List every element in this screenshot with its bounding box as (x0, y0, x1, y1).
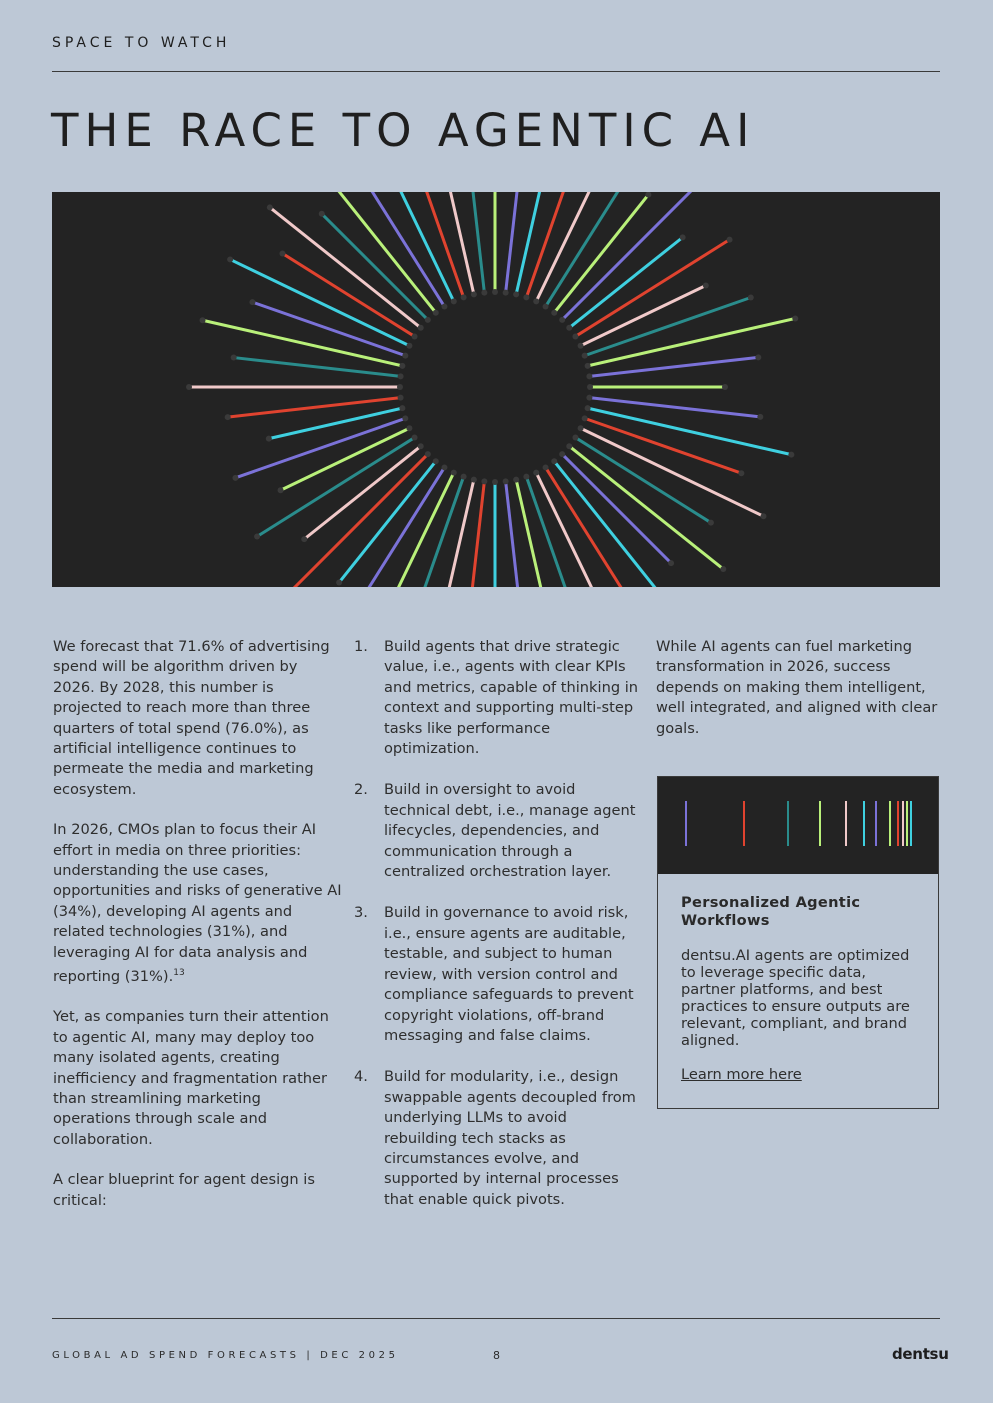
burst-ray (461, 192, 485, 293)
ray-dot (266, 436, 272, 442)
card-text: dentsu.AI agents are optimized to leverage specific data, partner platforms, and best practices to ensure outputs are relevant, compliant, and brand aligned. (681, 947, 910, 1049)
paragraph-conclusion: While AI agents can fuel marketing transformation in 2026, success depends on making them intelligent, well integrated, and aligned with clear goals. (656, 638, 938, 737)
card-heading: Personalized Agentic Workflows (681, 894, 861, 929)
ray-dot (412, 333, 418, 339)
list-item (354, 1067, 639, 1210)
ray-dot (471, 477, 477, 483)
list-item (354, 780, 639, 882)
ray-dot (402, 353, 408, 359)
paragraph-forecast: We forecast that 71.6% of advertising spend will be algorithm driven by 2026. By 2028, this number is projected to reach more than three quarters of total spend (76.0%), as artificial intelligence continues to permeate the media and marketing ecosystem. (53, 638, 330, 798)
burst-ray (506, 192, 529, 293)
footer-publication: GLOBAL AD SPEND FORECASTS | DEC 2025 (52, 1350, 399, 1361)
ray-dot (336, 579, 342, 585)
ray-dot (471, 291, 477, 297)
list-item (354, 903, 639, 1046)
dentsu-logo: dentsu (892, 1345, 949, 1363)
list-item (354, 637, 639, 759)
ray-dot (513, 291, 519, 297)
ray-dot (559, 451, 565, 457)
ray-dot (186, 384, 192, 390)
page-number: 8 (493, 1349, 500, 1362)
intro-column (53, 637, 343, 1231)
ray-dot (492, 479, 498, 485)
ray-dot (412, 435, 418, 441)
ray-dot (249, 299, 255, 305)
ray-dot (278, 487, 284, 493)
ray-dot (738, 470, 744, 476)
ray-dot (232, 475, 238, 481)
burst-ray (536, 192, 604, 301)
page-title: THE RACE TO AGENTIC AI (51, 104, 756, 157)
ray-dot (425, 317, 431, 323)
learn-more-link[interactable]: Learn more here (681, 1066, 802, 1083)
burst-ray (461, 481, 485, 587)
header-divider (52, 71, 940, 72)
burst-ray (562, 454, 671, 563)
ray-dot (727, 237, 733, 243)
ray-dot (792, 315, 798, 321)
ray-dot (503, 290, 509, 296)
ray-dot (523, 474, 529, 480)
ray-dot (481, 478, 487, 484)
ray-dot (587, 384, 593, 390)
ray-dot (533, 298, 539, 304)
radial-lines-burst-icon (52, 192, 940, 587)
ray-dot (319, 211, 325, 217)
paragraph-isolated-agents: Yet, as companies turn their attention to agentic AI, many may deploy too many isolated agents, creating inefficiency and fragmentation rather than streamlining marketing operations through scale and collaboration. (53, 1008, 329, 1148)
ray-dot (513, 477, 519, 483)
promo-card (657, 776, 939, 1109)
burst-ray (516, 480, 556, 587)
list-text: Build in governance to avoid risk, i.e., ensure agents are auditable, testable, and subject to human review, with version control and compliance safeguards to prevent copyright violations, off-brand messaging and false claims. (384, 904, 634, 1044)
ray-dot (703, 282, 709, 288)
ray-dot (402, 415, 408, 421)
ray-dot (566, 443, 572, 449)
ray-dot (586, 373, 592, 379)
ray-dot (523, 294, 529, 300)
ray-dot (578, 425, 584, 431)
burst-ray (384, 473, 454, 587)
list-number: 1. (354, 638, 368, 655)
ray-dot (585, 405, 591, 411)
section-label: SPACE TO WATCH (52, 35, 231, 51)
ray-dot (533, 470, 539, 476)
ray-dot (406, 343, 412, 349)
ray-dot (757, 414, 763, 420)
footnote-ref: 13 (173, 968, 185, 979)
ray-dot (572, 333, 578, 339)
ray-dot (461, 474, 467, 480)
ray-dot (582, 353, 588, 359)
list-text: Build agents that drive strategic value, i.e., agents with clear KPIs and metrics, capable of thinking in context and supporting multi-step tasks like performance optimization. (384, 638, 639, 758)
ray-dot (441, 304, 447, 310)
blueprint-list (354, 637, 639, 1210)
ray-dot (585, 363, 591, 369)
ray-dot (279, 250, 285, 256)
ray-dot (481, 290, 487, 296)
ray-dot (566, 325, 572, 331)
ray-dot (708, 520, 714, 526)
burst-ray (569, 237, 682, 327)
ray-dot (406, 425, 412, 431)
list-text: Build for modularity, i.e., design swappable agents decoupled from underlying LLMs to avoid rebuilding tech stacks as circumstances evolve, and supported by internal processes that enable quick pivots. (384, 1068, 636, 1208)
burst-ray (554, 195, 648, 313)
ray-dot (451, 298, 457, 304)
ray-dot (722, 384, 728, 390)
conclusion-column (656, 637, 940, 739)
ray-dot (578, 343, 584, 349)
ray-dot (586, 395, 592, 401)
ray-dot (788, 452, 794, 458)
ray-dot (418, 325, 424, 331)
ray-dot (582, 415, 588, 421)
ray-dot (451, 470, 457, 476)
ray-dot (418, 443, 424, 449)
burst-ray (257, 438, 414, 537)
burst-ray (322, 214, 428, 320)
ray-dot (680, 234, 686, 240)
ray-dot (398, 395, 404, 401)
ray-dot (572, 435, 578, 441)
paragraph-blueprint: A clear blueprint for agent design is critical: (53, 1171, 315, 1209)
ray-dot (668, 560, 674, 566)
ray-dot (543, 304, 549, 310)
blueprint-list-column (354, 637, 639, 1231)
ray-dot (559, 317, 565, 323)
ray-dot (503, 478, 509, 484)
ray-dot (755, 354, 761, 360)
ray-dot (227, 256, 233, 262)
ray-dot (225, 414, 231, 420)
paragraph-cmo-text: In 2026, CMOs plan to focus their AI effort in media on three priorities: understanding the use cases, opportunities and risks of generative AI (34%), developing AI agents and related technologies (31%), and leveraging AI for data analysis and reporting (31%). (53, 821, 342, 985)
ray-dot (543, 464, 549, 470)
ray-dot (398, 373, 404, 379)
burst-ray (506, 481, 521, 587)
ray-dot (748, 294, 754, 300)
card-image (658, 777, 938, 874)
ray-dot (551, 458, 557, 464)
ray-dot (760, 513, 766, 519)
ray-dot (200, 317, 206, 323)
ray-dot (720, 566, 726, 572)
ray-dot (231, 355, 237, 361)
ray-dot (399, 363, 405, 369)
burst-ray (435, 192, 474, 294)
burst-ray (269, 408, 403, 438)
hero-image (52, 192, 940, 587)
ray-dot (425, 451, 431, 457)
ray-dot (433, 310, 439, 316)
ray-dot (399, 405, 405, 411)
ray-dot (301, 536, 307, 542)
list-text: Build in oversight to avoid technical debt, i.e., manage agent lifecycles, dependencies, and communication through a centralized orchestration layer. (384, 781, 636, 881)
ray-dot (397, 384, 403, 390)
ray-dot (492, 289, 498, 295)
footer-divider (52, 1318, 940, 1319)
ray-dot (461, 294, 467, 300)
ray-dot (441, 464, 447, 470)
ray-dot (433, 458, 439, 464)
burst-ray (339, 461, 436, 582)
list-number: 3. (354, 904, 368, 922)
burst-ray (304, 446, 420, 539)
ray-dot (267, 204, 273, 210)
paragraph-cmo-priorities (53, 820, 343, 987)
list-number: 2. (354, 781, 368, 799)
vertical-bars-icon (658, 777, 938, 874)
ray-dot (254, 534, 260, 540)
ray-dot (551, 310, 557, 316)
list-number: 4. (354, 1068, 368, 1086)
